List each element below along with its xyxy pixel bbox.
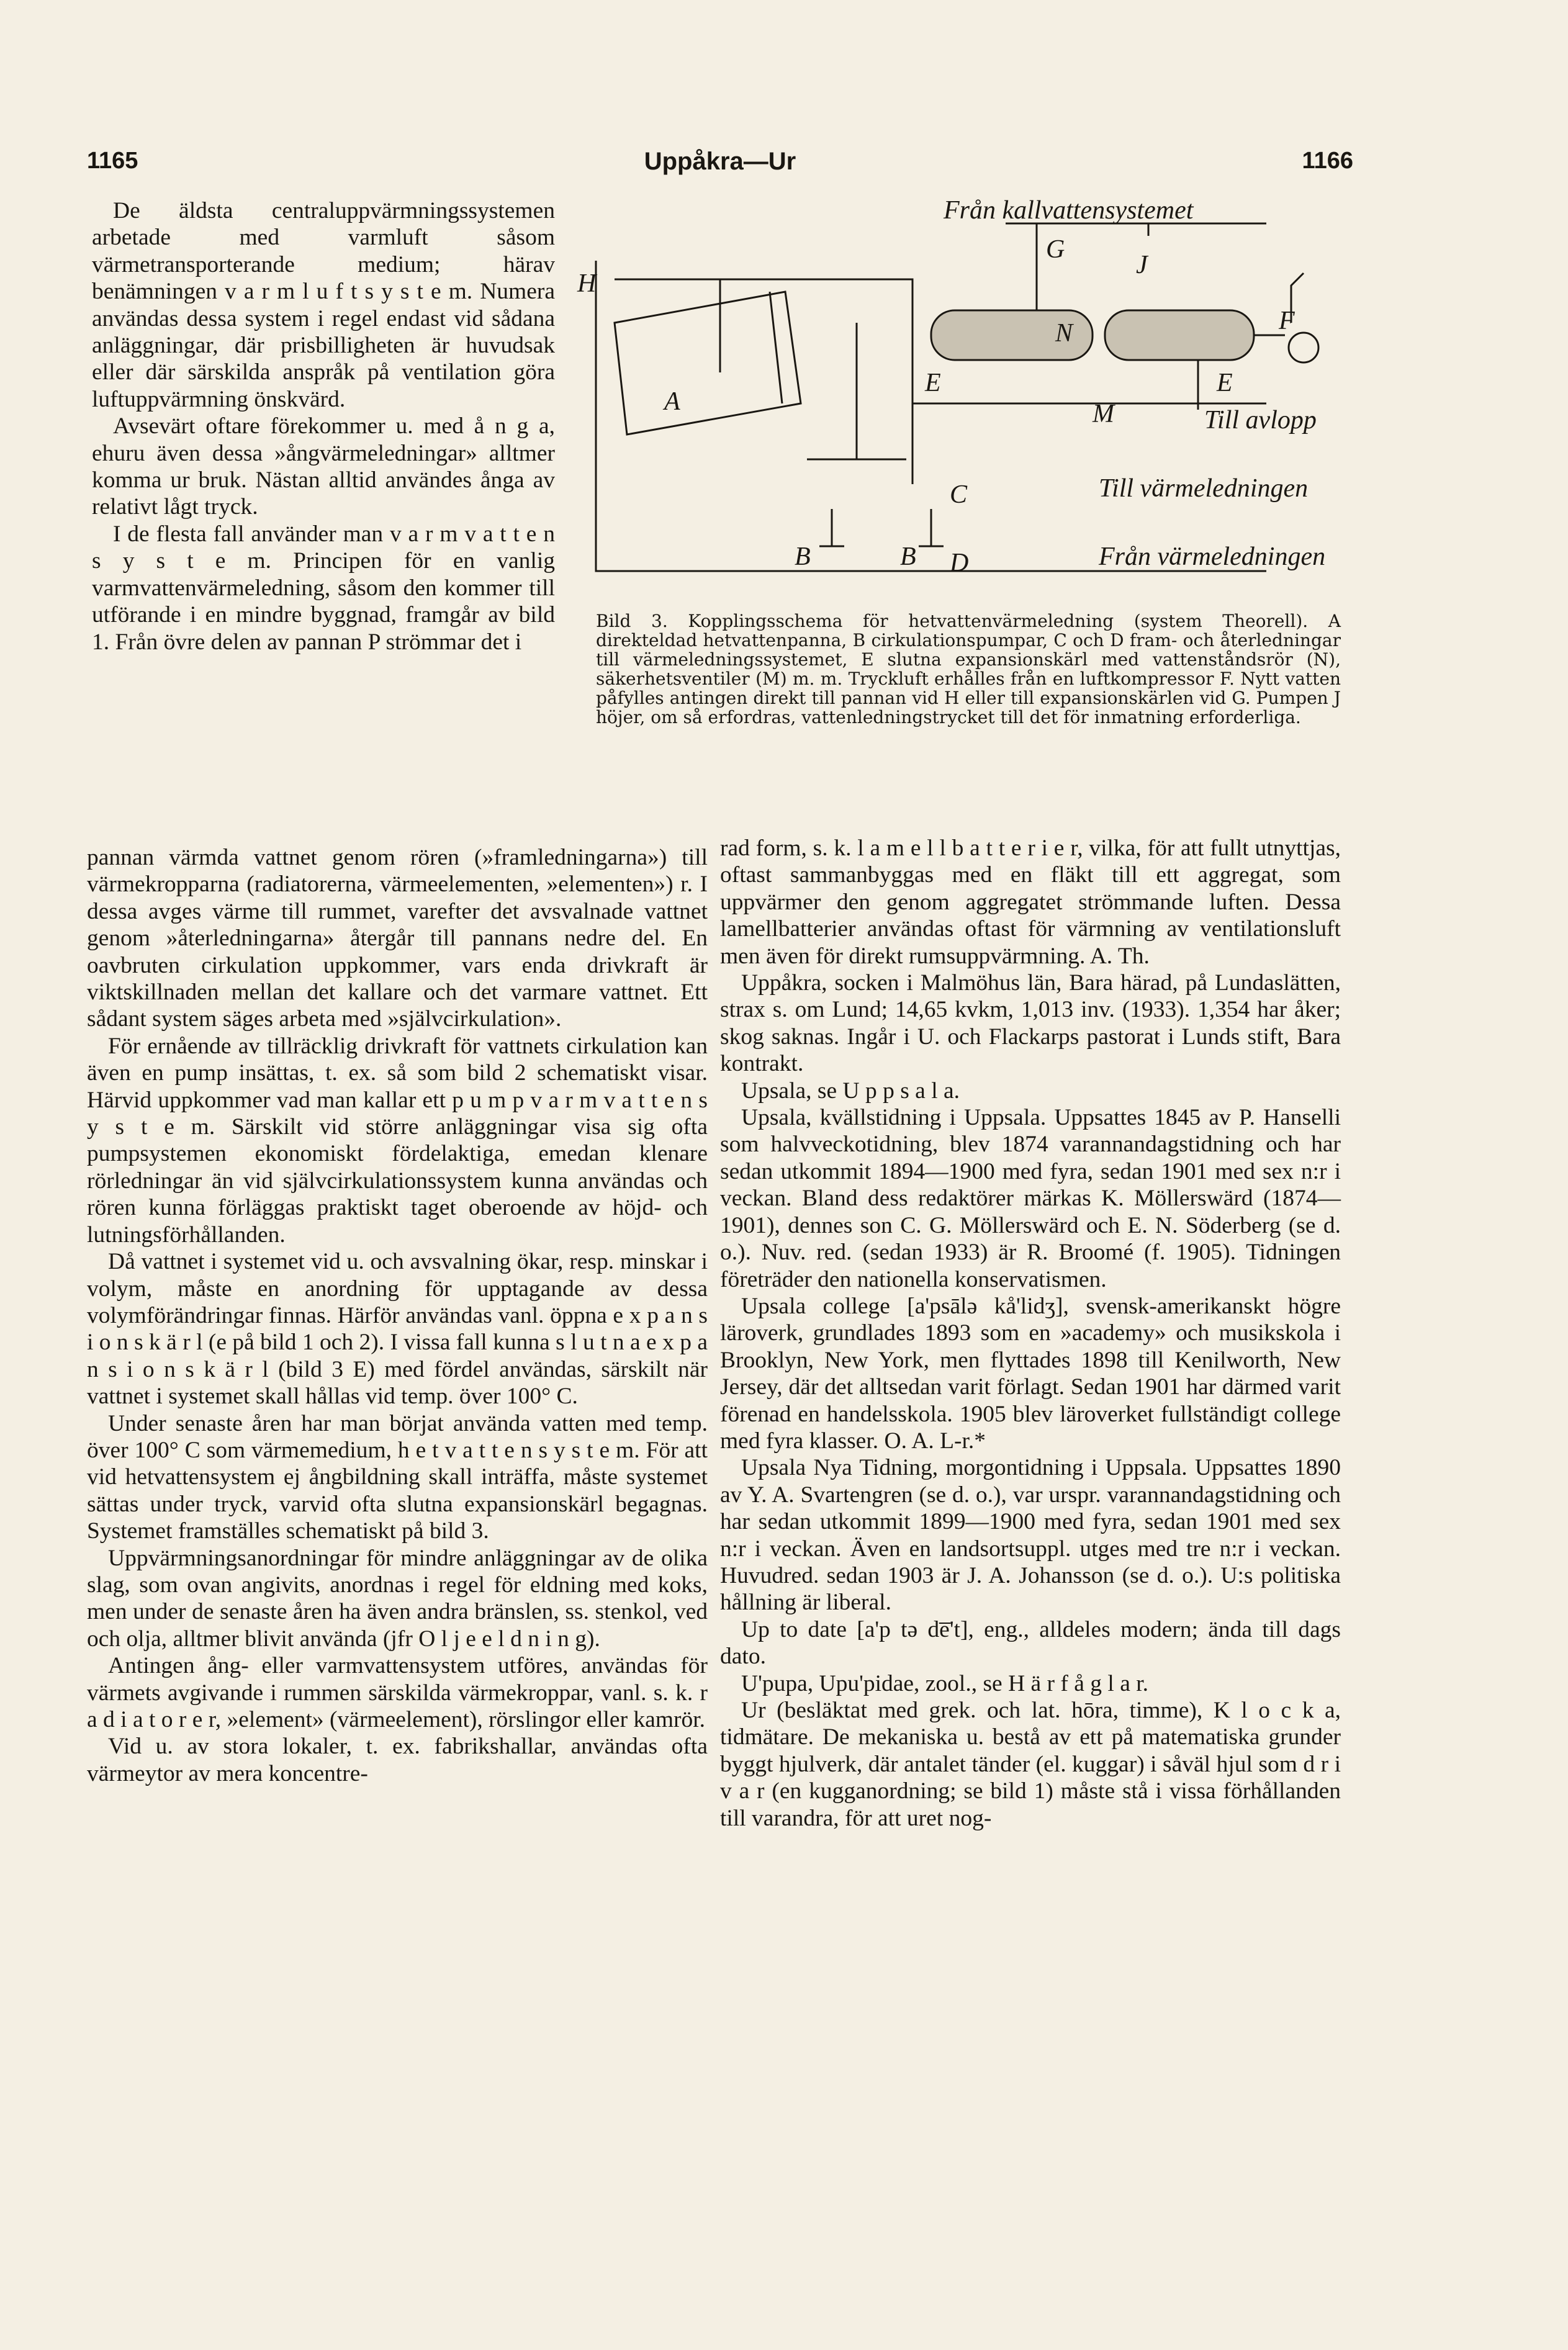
right-column [720,835,1341,1832]
running-title: Uppåkra—Ur [644,148,796,175]
label-E-right: E [1217,369,1233,397]
paragraph: Avsevärt oftare förekommer u. med å n g a, ehuru även dessa »ångvärmeledningar» alltmer komma ur bruk. Nästan alltid användes ånga av relativt lågt tryck. [92,413,555,520]
figure-caption: Bild 3. Kopplingsschema för hetvattenvärmeledning (system Theorell). A direkteldad hetvattenpanna, B cirkulationspumpar, C och D fram- och återledningar till värmeledningssystemet, E slutna expansionskärl med vattenståndsrör (N), säkerhetsventiler (M) m. m. Tryckluft erhålles från en luftkompressor F. Nytt vatten påfylles antingen direkt till pannan vid H eller till expansionskärlen vid G. Pumpen J höjer, om så erfordras, vattenledningstrycket till det för inmatning erforderliga. [596,611,1341,727]
label-M: M [1093,400,1114,428]
label-to-heating: Till värmeledningen [1099,474,1309,503]
label-to-drain: Till avlopp [1204,406,1317,434]
label-A: A [664,387,680,416]
label-J: J [1136,251,1148,279]
paragraph: rad form, s. k. l a m e l l b a t t e r i e r, vilka, för att fullt utnyttjas, oftast sammanbyggas med en fläkt till ett aggregat, som uppvärmer den genom aggregatet strömmande luften. Dessa lamellbatterier användas oftast för värmning av ventilationsluft men även för direkt rumsuppvärmning. A. Th. [720,835,1341,969]
label-B-1: B [795,542,811,571]
heating-schematic-diagram [559,199,1366,608]
paragraph: I de flesta fall använder man v a r m v a t t e n s y s t e m. Principen för en vanlig varmvattenvärmeledning, såsom den kommer till utförande i en mindre byggnad, framgår av bild 1. Från övre delen av pannan P strömmar det i [92,521,555,655]
label-from-heating: Från värmeledningen [1099,542,1326,571]
label-E-left: E [925,369,941,397]
entry-upsala-nya-tidning: Upsala Nya Tidning, morgontidning i Uppsala. Uppsattes 1890 av Y. A. Svartengren (se d. o.), var urspr. varannandagstidning och har sedan utkommit 1899—1900 med fyra, sedan 1901 med sex n:r i veckan. Även en landsortsuppl. utges med tre n:r i veckan. Huvudred. sedan 1903 är J. A. Johansson (se d. o.). U:s politiska hållning är liberal. [720,1455,1341,1616]
paragraph: Antingen ång- eller varmvattensystem utföres, användas för värmets avgivande i rummen särskilda värmekroppar, vanl. s. k. r a d i a t o r e r, »element» (värmeelement), rörslingor eller kamrör. [87,1653,708,1732]
entry-upupa: U'pupa, Upu'pidae, zool., se H ä r f å g l a r. [741,1670,1149,1696]
label-H: H [577,269,597,298]
page-number-right: 1166 [1302,148,1353,174]
left-column-bottom [87,844,708,1787]
label-D: D [950,549,969,577]
entry-up-to-date: Up to date [a'p tə de̅'t], eng., alldeles modern; ända till dags dato. [720,1616,1341,1670]
label-B-2: B [900,542,916,571]
page-number-left: 1165 [87,148,138,174]
entry-uppakra: Uppåkra, socken i Malmöhus län, Bara härad, på Lundaslätten, strax s. om Lund; 14,65 kvkm, 1,013 inv. (1933). 1,354 har åker; skog saknas. Ingår i U. och Flackarps pastorat i Lunds stift, Bara kontrakt. [720,970,1341,1077]
paragraph: Då vattnet i systemet vid u. och avsvalning ökar, resp. minskar i volym, måste en anordning för upptagande av dessa volymförändringar finnas. Härför användas vanl. öppna e x p a n s i o n s k ä r l (e på bild 1 och 2). I vissa fall kunna s l u t n a e x p a n s i o n s k ä r l (bild 3 E) med fördel användas, särskilt när vattnet i systemet skall hållas vid temp. över 100° C. [87,1249,708,1410]
paragraph: De äldsta centraluppvärmningssystemen arbetade med varmluft såsom värmetransporterande medium; härav benämningen v a r m l u f t s y s t e m. Numera användas dessa system i regel endast vid sådana anläggningar, där prisbilligheten är huvudsak eller där särskilda anspråk på ventilation göra luftuppvärmning önskvärd. [92,198,555,412]
paragraph: Vid u. av stora lokaler, t. ex. fabrikshallar, användas ofta värmeytor av mera koncentre- [87,1734,708,1786]
entry-ur: Ur (besläktat med grek. och lat. hōra, timme), K l o c k a, tidmätare. De mekaniska u. bestå av ett på matematiska grunder byggt hjulverk, där antalet tänder (el. kuggar) i såväl hjul som d r i v a r (en kugganordning; se bild 1) måste stå i vissa förhållanden till varandra, för att uret nog- [720,1698,1341,1831]
label-N: N [1055,319,1073,348]
page-header [87,148,1353,185]
entry-upsala-college: Upsala college [a'psālə kå'lidʒ], svensk-amerikanskt högre läroverk, grundlades 1893 som en »academy» och musikskola i Brooklyn, New York, men flyttades 1898 till Kenilworth, New Jersey, där det alltsedan varit förlagt. Sedan 1901 har därmed varit förenad en handelsskola. 1905 blev läroverket fullständigt college med fyra klasser. O. A. L-r.* [720,1293,1341,1454]
paragraph: Under senaste åren har man börjat använda vatten med temp. över 100° C som värmemedium, h e t v a t t e n s y s t e m. För att vid hetvattensystem ej ångbildning skall inträffa, måste systemet sättas under tryck, varvid ofta slutna expansionskärl begagnas. Systemet framställes schematiskt på bild 3. [87,1410,708,1544]
entry-upsala-ref: Upsala, se U p p s a l a. [741,1078,960,1104]
paragraph: För ernående av tillräcklig drivkraft för vattnets cirkulation kan även en pump insättas, t. ex. så som bild 2 schematiskt visar. Härvid uppkommer vad man kallar ett p u m p v a r m v a t t e n s y s t e m. Särskilt vid större anläggningar visa sig ofta pumpsystemen ekonomiskt fördelaktiga, emedan klenare rörledningar än vid självcirkulationssystem kunna användas och rören kunna förläggas praktiskt taget oberoende av höjd- och lutningsförhållanden. [87,1033,708,1248]
label-G: G [1046,235,1065,264]
label-from-cold-water: Från kallvattensystemet [944,199,1194,225]
label-C: C [950,480,968,509]
label-F: F [1279,307,1295,335]
paragraph: pannan värmda vattnet genom rören (»framledningarna») till värmekropparna (radiatorerna, värmeelementen, »elementen») r. I dessa avges värme till rummet, varefter det avsvalnade vattnet genom »återledningarna» återgår till pannans nedre del. En oavbruten cirkulation uppkommer, vars enda drivkraft är viktskillnaden mellan det kallare och det varmare vattnet. Ett sådant system säges arbeta med »självcirkulation». [87,845,708,1032]
entry-upsala-newspaper: Upsala, kvällstidning i Uppsala. Uppsattes 1845 av P. Hanselli som halvveckotidning, blev 1874 varannandagstidning och har sedan utkommit 1894—1900 med fyra, sedan 1901 med sex n:r i veckan. Bland dess redaktörer märkas K. Möllerswärd (1874—1901), dennes son C. G. Möllerswärd och E. N. Söderberg (se d. o.). Nuv. red. (sedan 1933) är R. Broomé (f. 1905). Tidningen företräder den nationella konservatismen. [720,1105,1341,1292]
paragraph: Uppvärmningsanordningar för mindre anläggningar av de olika slag, som ovan angivits, anordnas i regel för eldning med koks, men under de senaste åren ha även andra bränslen, ss. stenkol, ved och olja, alltmer blivit använda (jfr O l j e e l d n i n g). [87,1545,708,1652]
left-column-top [92,197,555,655]
